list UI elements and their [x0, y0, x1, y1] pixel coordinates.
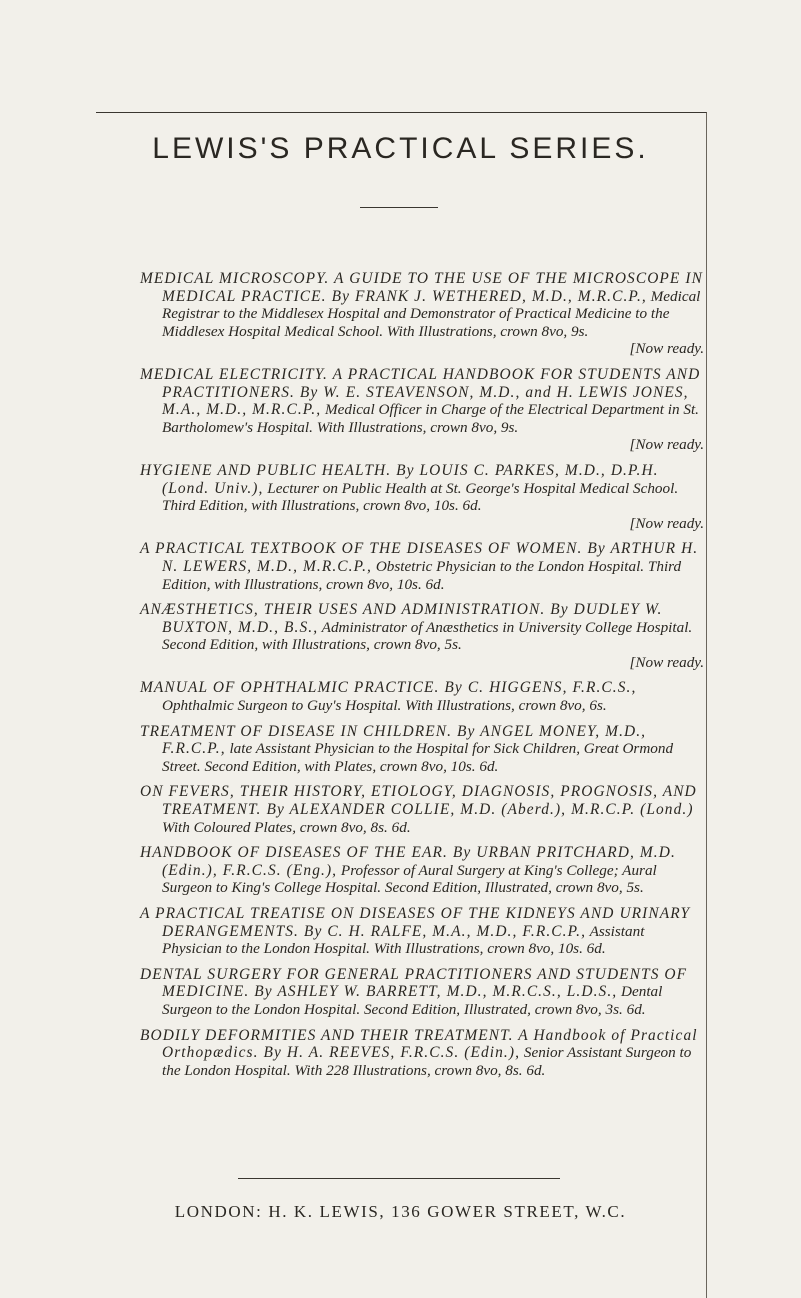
entry-description: Dental Surgeon to the London Hospital. Second Edition, Illustrated, crown 8vo, 3s. 6d.: [162, 983, 663, 1018]
catalogue-entry: [140, 1027, 708, 1080]
entry-description: Assistant Physician to the London Hospital. With Illustrations, crown 8vo, 10s. 6d.: [162, 922, 645, 958]
catalogue-entry: [140, 679, 708, 714]
entry-text: [140, 462, 708, 515]
entry-title: ON FEVERS, THEIR HISTORY, ETIOLOGY, DIAGNOSIS, PROGNOSIS, AND TREATMENT. By ALEXANDER COLLIE, M.D. (Aberd.), M.R.C.P. (Lond.): [140, 783, 697, 819]
catalogue-entry: [140, 783, 708, 836]
page-title: LEWIS'S PRACTICAL SERIES.: [152, 132, 649, 165]
catalogue-entry: [140, 462, 708, 532]
entry-text: [140, 844, 708, 897]
entry-text: [140, 679, 708, 714]
entry-description: Obstetric Physician to the London Hospital. Third Edition, with Illustrations, crown 8vo, 10s. 6d.: [162, 557, 682, 593]
entry-description: Professor of Aural Surgery at King's College; Aural Surgeon to King's College Hospital. Second Edition, Illustrated, crown 8vo, 5s.: [162, 861, 657, 897]
entry-description: late Assistant Physician to the Hospital for Sick Children, Great Ormond Street. Second Edition, with Plates, crown 8vo, 10s. 6d.: [162, 740, 674, 775]
catalogue-entry: [140, 723, 708, 776]
entry-text: [140, 1027, 708, 1080]
entry-description: Medical Officer in Charge of the Electrical Department in St. Bartholomew's Hospital. With Illustrations, crown 8vo, 9s.: [162, 401, 699, 436]
entry-title: HYGIENE AND PUBLIC HEALTH. By LOUIS C. PARKES, M.D., D.P.H. (Lond. Univ.),: [140, 461, 659, 497]
entry-description: Senior Assistant Surgeon to the London Hospital. With 228 Illustrations, crown 8vo, 8s. 6d.: [162, 1044, 692, 1079]
entry-status: [Now ready.: [629, 436, 704, 454]
entry-title: ANÆSTHETICS, THEIR USES AND ADMINISTRATION. By DUDLEY W. BUXTON, M.D., B.S.,: [140, 601, 663, 636]
catalogue-entry: [140, 844, 708, 897]
entry-text: [140, 540, 708, 593]
entry-title: A PRACTICAL TREATISE ON DISEASES OF THE KIDNEYS AND URINARY DERANGEMENTS. By C. H. RALFE, M.A., M.D., F.R.C.P.,: [140, 905, 691, 940]
publisher-imprint: LONDON: H. K. LEWIS, 136 GOWER STREET, W.C.: [174, 1202, 627, 1221]
catalogue-entry: [140, 966, 708, 1019]
entry-title: HANDBOOK OF DISEASES OF THE EAR. By URBAN PRITCHARD, M.D. (Edin.), F.R.C.S. (Eng.),: [140, 844, 676, 879]
entry-text: [140, 366, 708, 436]
catalogue-entry: [140, 366, 708, 454]
entry-text: [140, 723, 708, 776]
entry-title: MEDICAL ELECTRICITY. A PRACTICAL HANDBOOK FOR STUDENTS AND PRACTITIONERS. By W. E. STEAVENSON, M.D., and H. LEWIS JONES, M.A., M.D., M.R.C.P.,: [140, 365, 701, 419]
entry-description: Administrator of Anæsthetics in University College Hospital. Second Edition, with Illustrations, crown 8vo, 5s.: [162, 618, 693, 654]
catalogue-entry: [140, 540, 708, 593]
catalogue-entry: [140, 905, 708, 958]
entry-description: Ophthalmic Surgeon to Guy's Hospital. With Illustrations, crown 8vo, 6s.: [162, 697, 607, 715]
entry-text: [140, 270, 708, 340]
entry-text: [140, 783, 708, 836]
entry-description: Lecturer on Public Health at St. George's Hospital Medical School. Third Edition, with Illustrations, crown 8vo, 10s. 6d.: [162, 479, 679, 515]
entry-title: A PRACTICAL TEXTBOOK OF THE DISEASES OF WOMEN. By ARTHUR H. N. LEWERS, M.D., M.R.C.P.,: [140, 540, 699, 575]
entry-description: Medical Registrar to the Middlesex Hospital and Demonstrator of Practical Medicine to the Middlesex Hospital Medical School. With Illustrations, crown 8vo, 9s.: [162, 287, 701, 340]
entry-description: With Coloured Plates, crown 8vo, 8s. 6d.: [162, 818, 411, 836]
entry-status: [Now ready.: [629, 653, 704, 671]
catalogue-entry: [140, 270, 708, 358]
entry-text: [140, 601, 708, 654]
entry-title: MANUAL OF OPHTHALMIC PRACTICE. By C. HIGGENS, F.R.C.S.,: [140, 679, 637, 697]
entry-title: MEDICAL MICROSCOPY. A GUIDE TO THE USE OF THE MICROSCOPE IN MEDICAL PRACTICE. By FRANK J. WETHERED, M.D., M.R.C.P.,: [140, 270, 703, 305]
title-divider: [360, 207, 438, 208]
catalogue-entry: [140, 601, 708, 671]
entry-text: [140, 966, 708, 1019]
footer-divider: [238, 1178, 560, 1179]
entry-title: DENTAL SURGERY FOR GENERAL PRACTITIONERS AND STUDENTS OF MEDICINE. By ASHLEY W. BARRETT, M.D., M.R.C.S., L.D.S.,: [140, 965, 688, 1001]
entry-title: BODILY DEFORMITIES AND THEIR TREATMENT. A Handbook of Practical Orthopædics. By H. A. REEVES, F.R.C.S. (Edin.),: [140, 1026, 698, 1062]
entry-status: [Now ready.: [629, 514, 704, 532]
catalogue-list: [140, 270, 708, 1087]
entry-status: [Now ready.: [629, 340, 704, 358]
entry-text: [140, 905, 708, 958]
entry-title: TREATMENT OF DISEASE IN CHILDREN. By ANGEL MONEY, M.D., F.R.C.P.,: [140, 722, 647, 758]
